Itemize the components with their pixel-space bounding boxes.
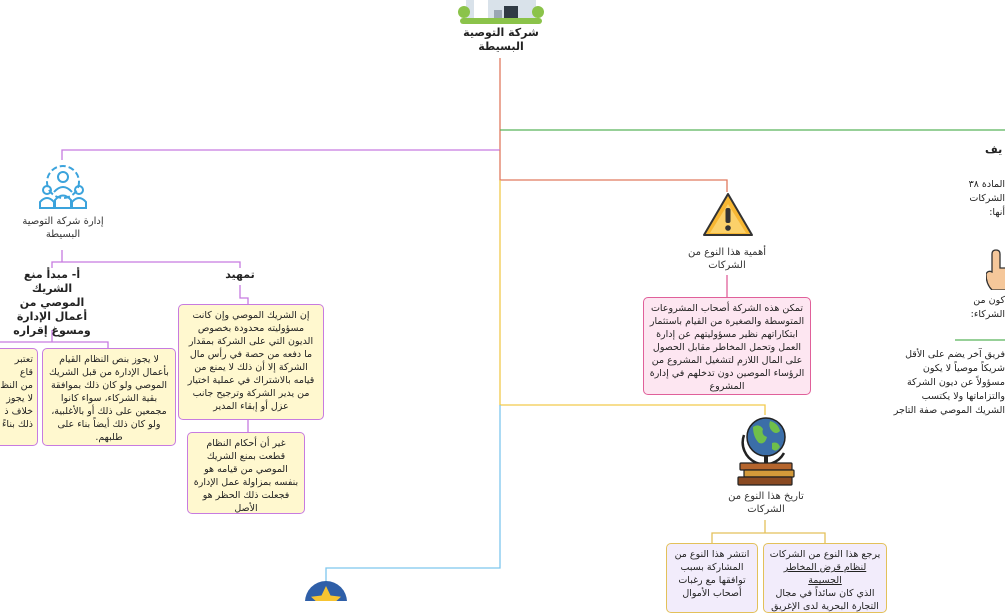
definition-sub-title[interactable]: كون من الشركاء: <box>970 295 1005 320</box>
definition-title[interactable]: يف <box>985 143 1003 156</box>
intro-text-1[interactable]: إن الشريك الموصي وإن كانت مسؤوليته محدودة بخصوص الديون التي على الشركة بمقدار ما دفعه من حصة في رأس مال الشركة إلا أن ذلك لا يمنع من قيامه بالاشتراك في عملية اختيار من يدير الشركة وترجيح جانب عزل أو إبقاء المدير <box>178 304 324 420</box>
definition-text[interactable]: المادة ٣٨ الشركات أنها: <box>968 179 1005 218</box>
principle-text-1[interactable]: لا يجوز بنص النظام القيام بأعمال الإدارة من قبل الشريك الموصي ولو كان ذلك بموافقة بقية الشركاء، سواء كانوا مجمعين على ذلك أو بالأغلبية، ولو كان ذلك أيضاً بناء على طلبهم. <box>42 348 176 446</box>
intro-heading[interactable]: تمهيد <box>225 268 255 281</box>
history-text-1[interactable]: يرجع هذا النوع من الشركات لنظام قرض المخاطر الجسيمة الذي كان سائداً في مجال التجارة البحرية لدى الإغريق <box>763 543 887 613</box>
root-title[interactable]: شركة التوصية البسيطة <box>463 26 539 53</box>
principle-text-2[interactable]: تعتبر قاع من النظ لا يجوز خلاف ذ ذلك بناءً <box>0 348 38 446</box>
intro-text-2[interactable]: غير أن أحكام النظام قطعت بمنع الشريك الموصي من قيامه هو بنفسه بمزاولة عمل الإدارة فجعلت ذلك الحظر هو الأصل <box>187 432 305 514</box>
importance-title[interactable]: أهمية هذا النوع من الشركات <box>688 247 766 271</box>
team-icon <box>36 160 90 212</box>
history-title[interactable]: تاريخ هذا النوع من الشركات <box>728 491 804 515</box>
globe-books-icon <box>736 415 798 487</box>
hand-icon <box>986 246 1005 290</box>
definition-sub-text[interactable]: فريق آخر يضم على الأقل شريكاً موصياً لا يكون مسؤولاً عن ديون الشركة والتزاماتها ولا يكتسب الشريك الموصي صفة التاجر <box>893 349 1005 416</box>
history-text-2[interactable]: انتشر هذا النوع من المشاركة بسبب توافقها مع رغبات أصحاب الأموال <box>666 543 758 613</box>
principle-heading[interactable]: أ- مبدأ منع الشريك الموصي من أعمال الإدارة ومسوغ إقراره <box>13 268 91 337</box>
importance-text[interactable]: تمكن هذه الشركة أصحاب المشروعات المتوسطة والصغيرة من القيام باستثمار ابتكاراتهم نظير مسؤوليتهم عن إدارة العمل وتحمل المخاطر مقابل الحصول على المال اللازم لتشغيل المشروع من الرؤساء الموصين دون تدخلهم في إدارة المشروع <box>643 297 811 395</box>
star-icon <box>304 580 348 601</box>
management-title[interactable]: إدارة شركة التوصية البسيطة <box>22 216 104 240</box>
warning-icon <box>702 192 754 238</box>
building-icon <box>458 0 544 26</box>
